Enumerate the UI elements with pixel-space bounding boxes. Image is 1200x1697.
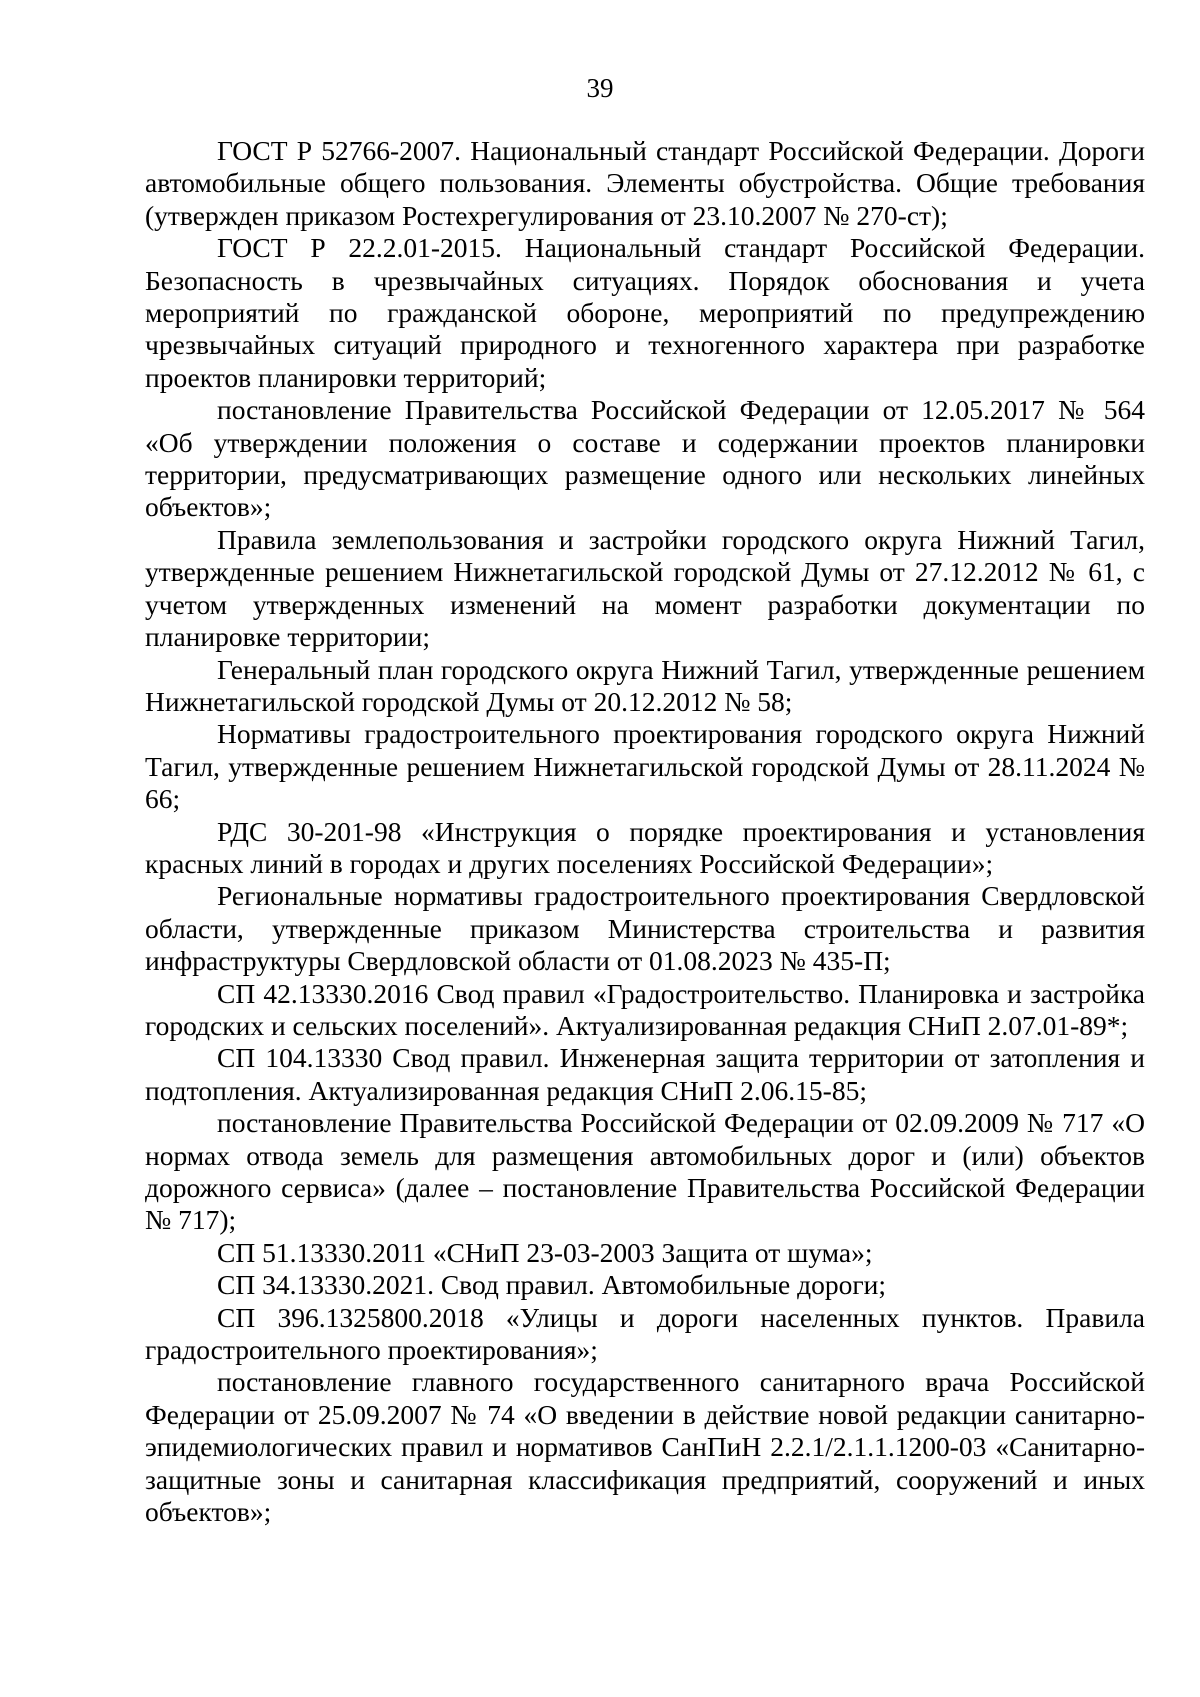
paragraph-postanovlenie-717: постановление Правительства Российской Федерации от 02.09.2009 № 717 «О нормах отвода земель для размещения автомобильных дорог и (или) объектов дорожного сервиса» (далее – постановление Правительства Российской Федерации № 717); <box>145 1107 1145 1236</box>
paragraph-generalnyi-plan: Генеральный план городского округа Нижний Тагил, утвержденные решением Нижнетагильской городской Думы от 20.12.2012 № 58; <box>145 653 1145 717</box>
page-number: 39 <box>586 73 614 103</box>
paragraph-normativy-gorodskie: Нормативы градостроительного проектирования городского округа Нижний Тагил, утвержденные решением Нижнетагильской городской Думы от 28.11.2024 № 66; <box>145 718 1145 815</box>
paragraph-sp-51: СП 51.13330.2011 «СНиП 23-03-2003 Защита от шума»; <box>217 1236 873 1268</box>
document-body <box>145 135 1145 1528</box>
paragraph-postanovlenie-564: постановление Правительства Российской Федерации от 12.05.2017 № 564 «Об утверждении положения о составе и содержании проектов планировки территории, предусматривающих размещение одного или нескольких линейных объектов»; <box>145 394 1145 523</box>
paragraph-sp-104: СП 104.13330 Свод правил. Инженерная защита территории от затопления и подтопления. Актуализированная редакция СНиП 2.06.15-85; <box>145 1042 1145 1106</box>
paragraph-regionalnye-normativy: Региональные нормативы градостроительного проектирования Свердловской области, утвержденные приказом Министерства строительства и развития инфраструктуры Свердловской области от 01.08.2023 № 435-П; <box>145 880 1145 977</box>
paragraph-sp-34: СП 34.13330.2021. Свод правил. Автомобильные дороги; <box>217 1269 886 1301</box>
paragraph-rds-30-201-98: РДС 30-201-98 «Инструкция о порядке проектирования и установления красных линий в городах и других поселениях Российской Федерации»; <box>145 815 1145 879</box>
paragraph-gost-52766: ГОСТ Р 52766-2007. Национальный стандарт Российской Федерации. Дороги автомобильные общего пользования. Элементы обустройства. Общие требования (утвержден приказом Ростехрегулирования от 23.10.2007 № 270-ст); <box>145 135 1145 231</box>
paragraph-gost-22-2-01: ГОСТ Р 22.2.01-2015. Национальный стандарт Российской Федерации. Безопасность в чрезвычайных ситуациях. Порядок обоснования и учета мероприятий по гражданской обороне, мероприятий по предупреждению чрезвычайных ситуаций природного и техногенного характера при разработке проектов планировки территорий; <box>145 232 1145 393</box>
paragraph-sp-42: СП 42.13330.2016 Свод правил «Градостроительство. Планировка и застройка городских и сельских поселений». Актуализированная редакция СНиП 2.07.01-89*; <box>145 977 1145 1041</box>
paragraph-pravila-zemlepolzovaniya: Правила землепользования и застройки городского округа Нижний Тагил, утвержденные решением Нижнетагильской городской Думы от 27.12.2012 № 61, с учетом утвержденных изменений на момент разработки документации по планировке территории; <box>145 523 1145 653</box>
paragraph-sp-396: СП 396.1325800.2018 «Улицы и дороги населенных пунктов. Правила градостроительного проектирования»; <box>145 1301 1145 1366</box>
paragraph-sanpin: постановление главного государственного санитарного врача Российской Федерации от 25.09.2007 № 74 «О введении в действие новой редакции санитарно-эпидемиологических правил и нормативов СанПиН 2.2.1/2.1.1.1200-03 «Санитарно-защитные зоны и санитарная классификация предприятий, сооружений и иных объектов»; <box>145 1366 1145 1528</box>
